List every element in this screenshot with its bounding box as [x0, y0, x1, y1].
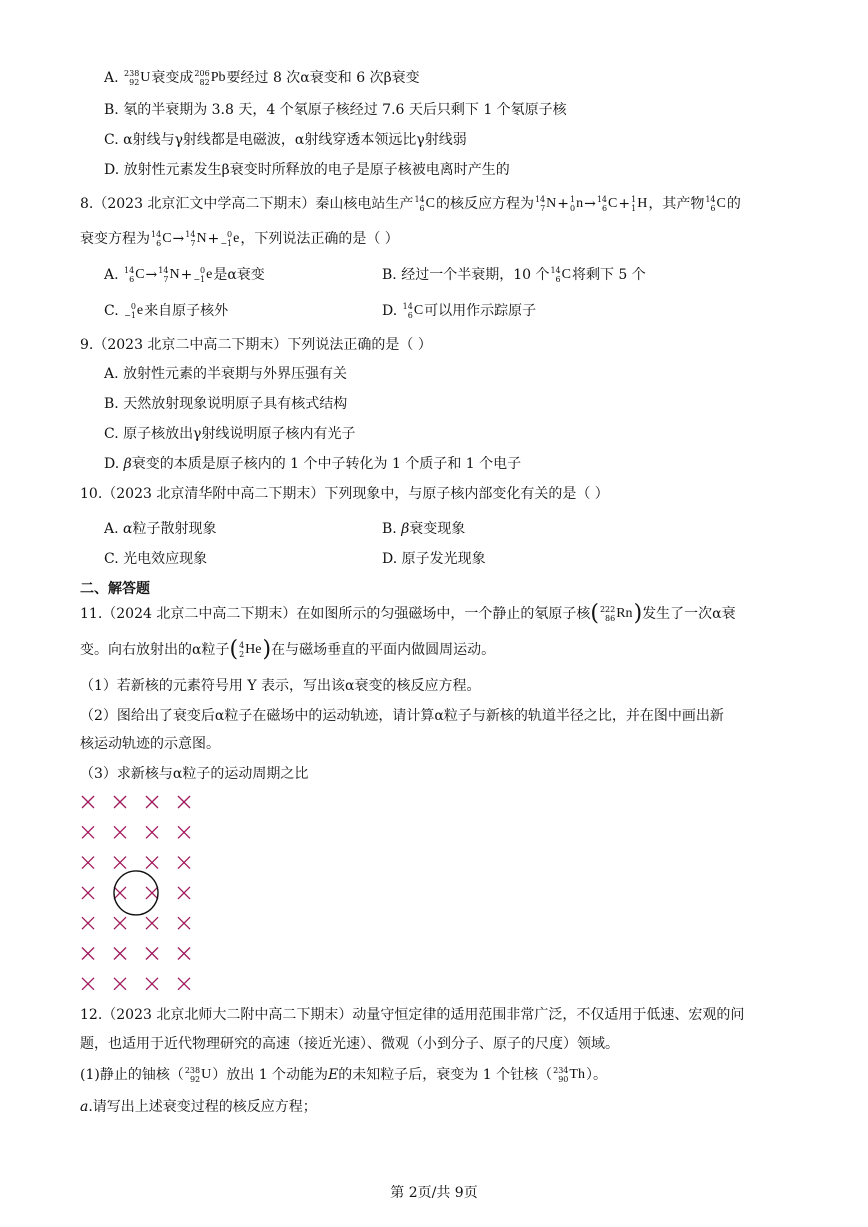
nuclide-pb206: 206 82 Pb [194, 69, 226, 87]
field-cross-mark [114, 978, 126, 990]
q8-stem-line2: 衰变方程为 14 6 C→ 14 7 N+ 0 −1 e，下列说法正确的是（ ） [80, 230, 399, 248]
q9-option-b: B. 天然放射现象说明原子具有核式结构 [104, 396, 348, 412]
field-cross-mark [146, 917, 158, 929]
field-cross-mark [82, 826, 94, 838]
q8-option-c: C. 0 −1 e来自原子核外 [104, 302, 229, 320]
magnetic-field-diagram [74, 790, 224, 990]
field-cross-mark [82, 978, 94, 990]
q8-option-d: D. 14 6 C可以用作示踪原子 [382, 302, 537, 320]
q9-option-a: A. 放射性元素的半衰期与外界压强有关 [104, 366, 348, 382]
q12-part-a: a.请写出上述衰变过程的核反应方程； [80, 1099, 317, 1115]
field-cross-mark [114, 826, 126, 838]
field-cross-mark [114, 796, 126, 808]
q12-part1: (1)静止的铀核（ 238 92 U）放出 1 个动能为E的未知粒子后，衰变为 1 个钍核（ 234 90 Th）。 [80, 1066, 607, 1084]
field-cross-mark [146, 948, 158, 960]
q12-line1: 12.（2023 北京北师大二附中高二下期末）动量守恒定律的适用范围非常广泛，不仅适用于低速、宏观的问 [80, 1007, 745, 1023]
q8-option-a: A. 14 6 C→ 14 7 N+ 0 −1 e是α衰变 [104, 266, 265, 284]
field-cross-mark [114, 948, 126, 960]
field-cross-mark [178, 917, 190, 929]
field-cross-mark [146, 978, 158, 990]
field-cross-mark [178, 857, 190, 869]
nuclide-u238: 238 92 U [124, 69, 151, 87]
field-cross-mark [178, 826, 190, 838]
q10-option-c: C. 光电效应现象 [104, 551, 208, 567]
q7-option-a: A. 238 92 U衰变成 206 82 Pb要经过 8 次α衰变和 6 次β衰变 [104, 69, 420, 87]
field-cross-mark [146, 887, 158, 899]
field-cross-mark [82, 887, 94, 899]
field-cross-mark [178, 796, 190, 808]
field-cross-mark [178, 948, 190, 960]
q7-option-c: C. α射线与γ射线都是电磁波，α射线穿透本领远比γ射线弱 [104, 132, 467, 148]
q11-part1: （1）若新核的元素符号用 Y 表示，写出该α衰变的核反应方程。 [80, 678, 481, 694]
q8-option-b: B. 经过一个半衰期，10 个 14 6 C将剩下 5 个 [382, 266, 646, 284]
field-cross-mark [82, 796, 94, 808]
q7-option-d: D. 放射性元素发生β衰变时所释放的电子是原子核被电离时产生的 [104, 162, 510, 178]
q11-line2: 变。向右放射出的α粒子( 4 2 He)在与磁场垂直的平面内做圆周运动。 [80, 637, 496, 662]
q10-stem: 10.（2023 北京清华附中高二下期末）下列现象中，与原子核内部变化有关的是（ ） [80, 486, 609, 502]
q12-line2: 题，也适用于近代物理研究的高速（接近光速）、微观（小到分子、原子的尺度）领域。 [80, 1036, 619, 1052]
field-cross-mark [178, 978, 190, 990]
section-heading: 二、解答题 [80, 581, 150, 597]
field-cross-mark [82, 917, 94, 929]
q11-part3: （3）求新核与α粒子的运动周期之比 [80, 766, 309, 782]
field-cross-mark [114, 917, 126, 929]
field-cross-mark [146, 796, 158, 808]
q8-stem-line1: 8.（2023 北京汇文中学高二下期末）秦山核电站生产 14 6 C的核反应方程为 14 7 N+ 1 0 n→ 14 6 C+ 1 1 H，其产物 14 6 C的 [80, 195, 741, 213]
q10-option-a: A. α粒子散射现象 [104, 521, 217, 537]
q11-part2-line2: 核运动轨迹的示意图。 [80, 736, 220, 752]
field-cross-mark [178, 887, 190, 899]
field-cross-mark [82, 857, 94, 869]
q9-option-d: D. β衰变的本质是原子核内的 1 个中子转化为 1 个质子和 1 个电子 [104, 456, 522, 472]
q10-option-d: D. 原子发光现象 [382, 551, 486, 567]
q9-option-c: C. 原子核放出γ射线说明原子核内有光子 [104, 426, 356, 442]
q7-option-b: B. 氡的半衰期为 3.8 天，4 个氡原子核经过 7.6 天后只剩下 1 个氡原子核 [104, 102, 567, 118]
q11-part2-line1: （2）图给出了衰变后α粒子在磁场中的运动轨迹，请计算α粒子与新核的轨道半径之比，并在图中画出新 [80, 708, 724, 724]
field-cross-mark [114, 887, 126, 899]
field-cross-mark [146, 857, 158, 869]
field-cross-mark [146, 826, 158, 838]
q11-line1: 11.（2024 北京二中高二下期末）在如图所示的匀强磁场中，一个静止的氡原子核( 222 86 Rn)发生了一次α衰 [80, 601, 736, 626]
q10-option-b: B. β衰变现象 [382, 521, 466, 537]
field-cross-mark [114, 857, 126, 869]
field-cross-mark [82, 948, 94, 960]
page-footer: 第 2页/共 9页 [390, 1185, 478, 1201]
q9-stem: 9.（2023 北京二中高二下期末）下列说法正确的是（ ） [80, 337, 432, 353]
